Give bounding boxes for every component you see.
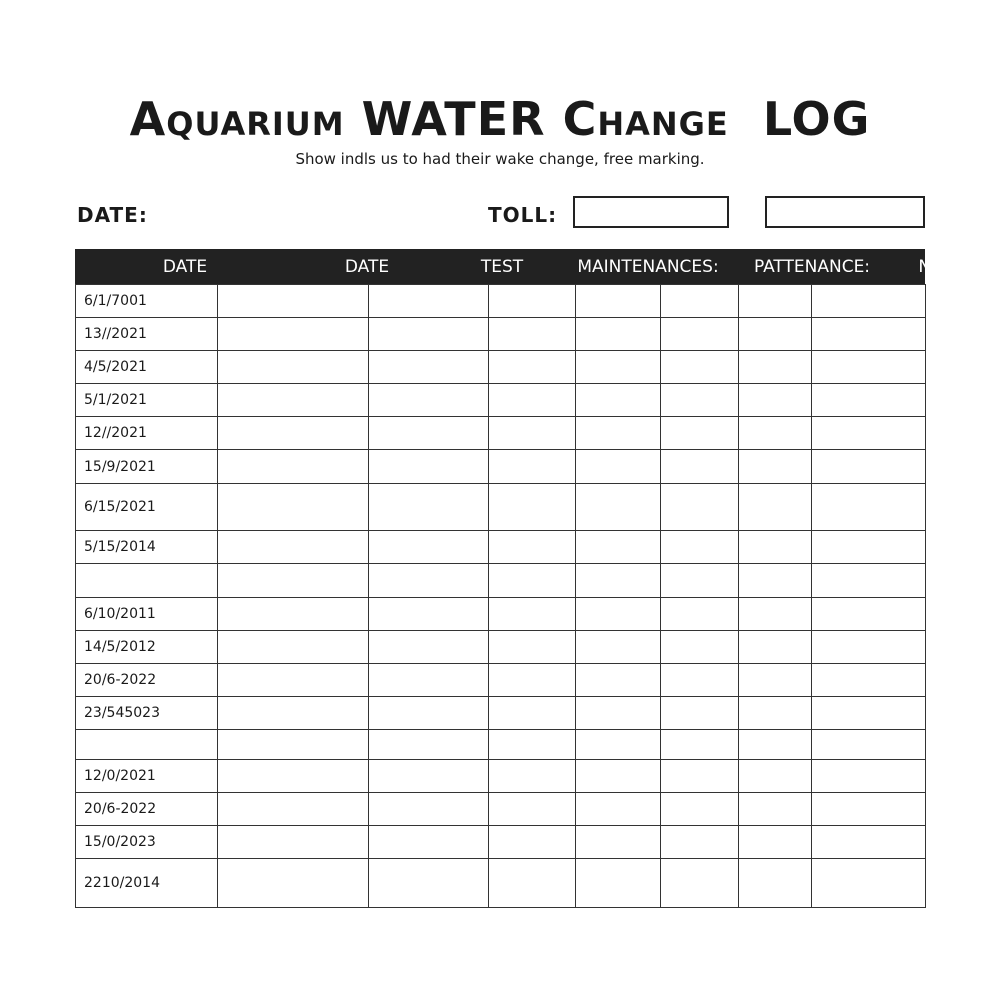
entry-cell[interactable]: [369, 285, 489, 318]
column-header: TEST: [480, 257, 524, 277]
entry-cell[interactable]: [369, 351, 489, 384]
entry-cell[interactable]: [739, 697, 812, 730]
entry-cell[interactable]: [739, 417, 812, 450]
entry-cell[interactable]: [218, 631, 369, 664]
entry-cell[interactable]: [489, 631, 576, 664]
entry-cell[interactable]: [489, 384, 576, 417]
entry-cell[interactable]: [489, 793, 576, 826]
entry-cell[interactable]: [369, 664, 489, 697]
entry-cell[interactable]: [218, 598, 369, 631]
title-word: Aquarium: [129, 92, 345, 146]
entry-cell[interactable]: [661, 564, 739, 598]
entry-cell[interactable]: [739, 450, 812, 484]
date-cell[interactable]: 5/15/2014: [76, 531, 218, 564]
entry-cell[interactable]: [369, 631, 489, 664]
toll-field[interactable]: [573, 196, 729, 228]
table-row: [76, 531, 926, 564]
title-word: WATER: [361, 92, 546, 146]
entry-cell[interactable]: [661, 351, 739, 384]
entry-cell[interactable]: [576, 417, 661, 450]
entry-cell[interactable]: [661, 697, 739, 730]
entry-cell[interactable]: [739, 531, 812, 564]
entry-cell[interactable]: [739, 730, 812, 760]
entry-cell[interactable]: [489, 351, 576, 384]
entry-cell[interactable]: [576, 859, 661, 908]
entry-cell[interactable]: [489, 318, 576, 351]
date-cell[interactable]: 2210/2014: [76, 859, 218, 908]
entry-cell[interactable]: [739, 285, 812, 318]
entry-cell[interactable]: [661, 318, 739, 351]
entry-cell[interactable]: [576, 285, 661, 318]
date-cell[interactable]: [76, 730, 218, 760]
column-header: PATTENANCE:: [753, 257, 871, 277]
table-row: [76, 664, 926, 697]
table-row: [76, 450, 926, 484]
table-row: [76, 793, 926, 826]
entry-cell[interactable]: [661, 384, 739, 417]
entry-cell[interactable]: [812, 351, 926, 384]
entry-cell[interactable]: [812, 318, 926, 351]
entry-cell[interactable]: [489, 664, 576, 697]
entry-cell[interactable]: [489, 598, 576, 631]
date-cell[interactable]: 20/6-2022: [76, 664, 218, 697]
entry-cell[interactable]: [812, 826, 926, 859]
entry-cell[interactable]: [661, 285, 739, 318]
entry-cell[interactable]: [812, 730, 926, 760]
entry-cell[interactable]: [369, 564, 489, 598]
date-label: DATE:: [77, 203, 148, 227]
entry-cell[interactable]: [218, 285, 369, 318]
toll-label: TOLL:: [488, 203, 558, 227]
date-cell[interactable]: 6/1/7001: [76, 285, 218, 318]
table-row: [76, 730, 926, 760]
table-row: [76, 484, 926, 531]
entry-cell[interactable]: [812, 531, 926, 564]
entry-cell[interactable]: [369, 598, 489, 631]
entry-cell[interactable]: [489, 531, 576, 564]
entry-cell[interactable]: [369, 793, 489, 826]
date-cell[interactable]: 4/5/2021: [76, 351, 218, 384]
entry-cell[interactable]: [812, 631, 926, 664]
entry-cell[interactable]: [739, 631, 812, 664]
table-row: [76, 417, 926, 450]
table-row: [76, 384, 926, 417]
entry-cell[interactable]: [369, 531, 489, 564]
entry-cell[interactable]: [489, 450, 576, 484]
table-header: [75, 249, 966, 284]
column-header: MAINTENANCES:: [577, 257, 719, 277]
entry-cell[interactable]: [576, 318, 661, 351]
entry-cell[interactable]: [369, 450, 489, 484]
date-cell[interactable]: 6/15/2021: [76, 484, 218, 531]
entry-cell[interactable]: [218, 318, 369, 351]
entry-cell[interactable]: [739, 484, 812, 531]
entry-cell[interactable]: [739, 859, 812, 908]
entry-cell[interactable]: [812, 417, 926, 450]
entry-cell[interactable]: [218, 664, 369, 697]
entry-cell[interactable]: [218, 793, 369, 826]
entry-cell[interactable]: [576, 826, 661, 859]
entry-cell[interactable]: [218, 564, 369, 598]
entry-cell[interactable]: [369, 697, 489, 730]
entry-cell[interactable]: [489, 859, 576, 908]
entry-cell[interactable]: [369, 484, 489, 531]
entry-cell[interactable]: [739, 664, 812, 697]
entry-cell[interactable]: [576, 793, 661, 826]
entry-cell[interactable]: [369, 760, 489, 793]
date-cell[interactable]: 6/10/2011: [76, 598, 218, 631]
entry-cell[interactable]: [218, 531, 369, 564]
entry-cell[interactable]: [812, 564, 926, 598]
entry-cell[interactable]: [661, 730, 739, 760]
entry-cell[interactable]: [369, 384, 489, 417]
entry-cell[interactable]: [369, 859, 489, 908]
entry-cell[interactable]: [489, 285, 576, 318]
entry-cell[interactable]: [218, 826, 369, 859]
entry-cell[interactable]: [489, 760, 576, 793]
entry-cell[interactable]: [739, 318, 812, 351]
date-cell[interactable]: 5/1/2021: [76, 384, 218, 417]
entry-cell[interactable]: [576, 564, 661, 598]
date-cell[interactable]: [76, 564, 218, 598]
date-cell[interactable]: 13//2021: [76, 318, 218, 351]
entry-cell[interactable]: [489, 826, 576, 859]
table-row: [76, 351, 926, 384]
entry-cell[interactable]: [576, 760, 661, 793]
entry-cell[interactable]: [576, 384, 661, 417]
entry-cell[interactable]: [489, 417, 576, 450]
extra-field[interactable]: [765, 196, 925, 228]
entry-cell[interactable]: [812, 664, 926, 697]
entry-cell[interactable]: [218, 730, 369, 760]
entry-cell[interactable]: [218, 859, 369, 908]
date-cell[interactable]: 23/545023: [76, 697, 218, 730]
entry-cell[interactable]: [369, 826, 489, 859]
entry-cell[interactable]: [218, 351, 369, 384]
table-row: [76, 826, 926, 859]
table-row: [76, 318, 926, 351]
entry-cell[interactable]: [489, 484, 576, 531]
date-cell[interactable]: 15/9/2021: [76, 450, 218, 484]
entry-cell[interactable]: [739, 598, 812, 631]
entry-cell[interactable]: [661, 417, 739, 450]
title-word: LOG: [762, 92, 871, 146]
table-row: [76, 598, 926, 631]
date-cell[interactable]: 20/6-2022: [76, 793, 218, 826]
subtitle: Show indls us to had their wake change, free marking.: [295, 150, 705, 168]
entry-cell[interactable]: [218, 760, 369, 793]
entry-cell[interactable]: [739, 564, 812, 598]
log-table: [75, 284, 926, 908]
entry-cell[interactable]: [489, 697, 576, 730]
entry-cell[interactable]: [218, 697, 369, 730]
entry-cell[interactable]: [739, 384, 812, 417]
entry-cell[interactable]: [812, 285, 926, 318]
entry-cell[interactable]: [218, 450, 369, 484]
entry-cell[interactable]: [661, 793, 739, 826]
page-title: [0, 92, 1000, 146]
table-row: [76, 285, 926, 318]
entry-cell[interactable]: [218, 417, 369, 450]
entry-cell[interactable]: [661, 450, 739, 484]
entry-cell[interactable]: [661, 484, 739, 531]
entry-cell[interactable]: [489, 730, 576, 760]
entry-cell[interactable]: [576, 730, 661, 760]
entry-cell[interactable]: [576, 351, 661, 384]
entry-cell[interactable]: [812, 697, 926, 730]
entry-cell[interactable]: [661, 859, 739, 908]
entry-cell[interactable]: [739, 760, 812, 793]
entry-cell[interactable]: [489, 564, 576, 598]
entry-cell[interactable]: [218, 484, 369, 531]
entry-cell[interactable]: [576, 598, 661, 631]
date-cell[interactable]: 15/0/2023: [76, 826, 218, 859]
column-header: DATE: [344, 257, 390, 277]
table-row: [76, 564, 926, 598]
entry-cell[interactable]: [661, 631, 739, 664]
entry-cell[interactable]: [812, 859, 926, 908]
date-cell[interactable]: 12/0/2021: [76, 760, 218, 793]
entry-cell[interactable]: [576, 484, 661, 531]
column-header: DATE: [162, 257, 208, 277]
entry-cell[interactable]: [812, 760, 926, 793]
entry-cell[interactable]: [576, 697, 661, 730]
entry-cell[interactable]: [661, 664, 739, 697]
entry-cell[interactable]: [661, 760, 739, 793]
table-row: [76, 760, 926, 793]
entry-cell[interactable]: [661, 826, 739, 859]
entry-cell[interactable]: [812, 450, 926, 484]
entry-cell[interactable]: [576, 664, 661, 697]
entry-cell[interactable]: [369, 730, 489, 760]
table-row: [76, 859, 926, 908]
entry-cell[interactable]: [369, 318, 489, 351]
table-row: [76, 697, 926, 730]
entry-cell[interactable]: [739, 826, 812, 859]
column-header: NOTE: [918, 257, 966, 277]
entry-cell[interactable]: [739, 351, 812, 384]
entry-cell[interactable]: [218, 384, 369, 417]
entry-cell[interactable]: [576, 531, 661, 564]
table-row: [76, 631, 926, 664]
entry-cell[interactable]: [576, 631, 661, 664]
date-cell[interactable]: 14/5/2012: [76, 631, 218, 664]
entry-cell[interactable]: [576, 450, 661, 484]
entry-cell[interactable]: [661, 598, 739, 631]
entry-cell[interactable]: [369, 417, 489, 450]
entry-cell[interactable]: [812, 384, 926, 417]
entry-cell[interactable]: [812, 484, 926, 531]
entry-cell[interactable]: [812, 598, 926, 631]
entry-cell[interactable]: [661, 531, 739, 564]
date-cell[interactable]: 12//2021: [76, 417, 218, 450]
title-word: Change: [562, 92, 729, 146]
entry-cell[interactable]: [812, 793, 926, 826]
entry-cell[interactable]: [739, 793, 812, 826]
